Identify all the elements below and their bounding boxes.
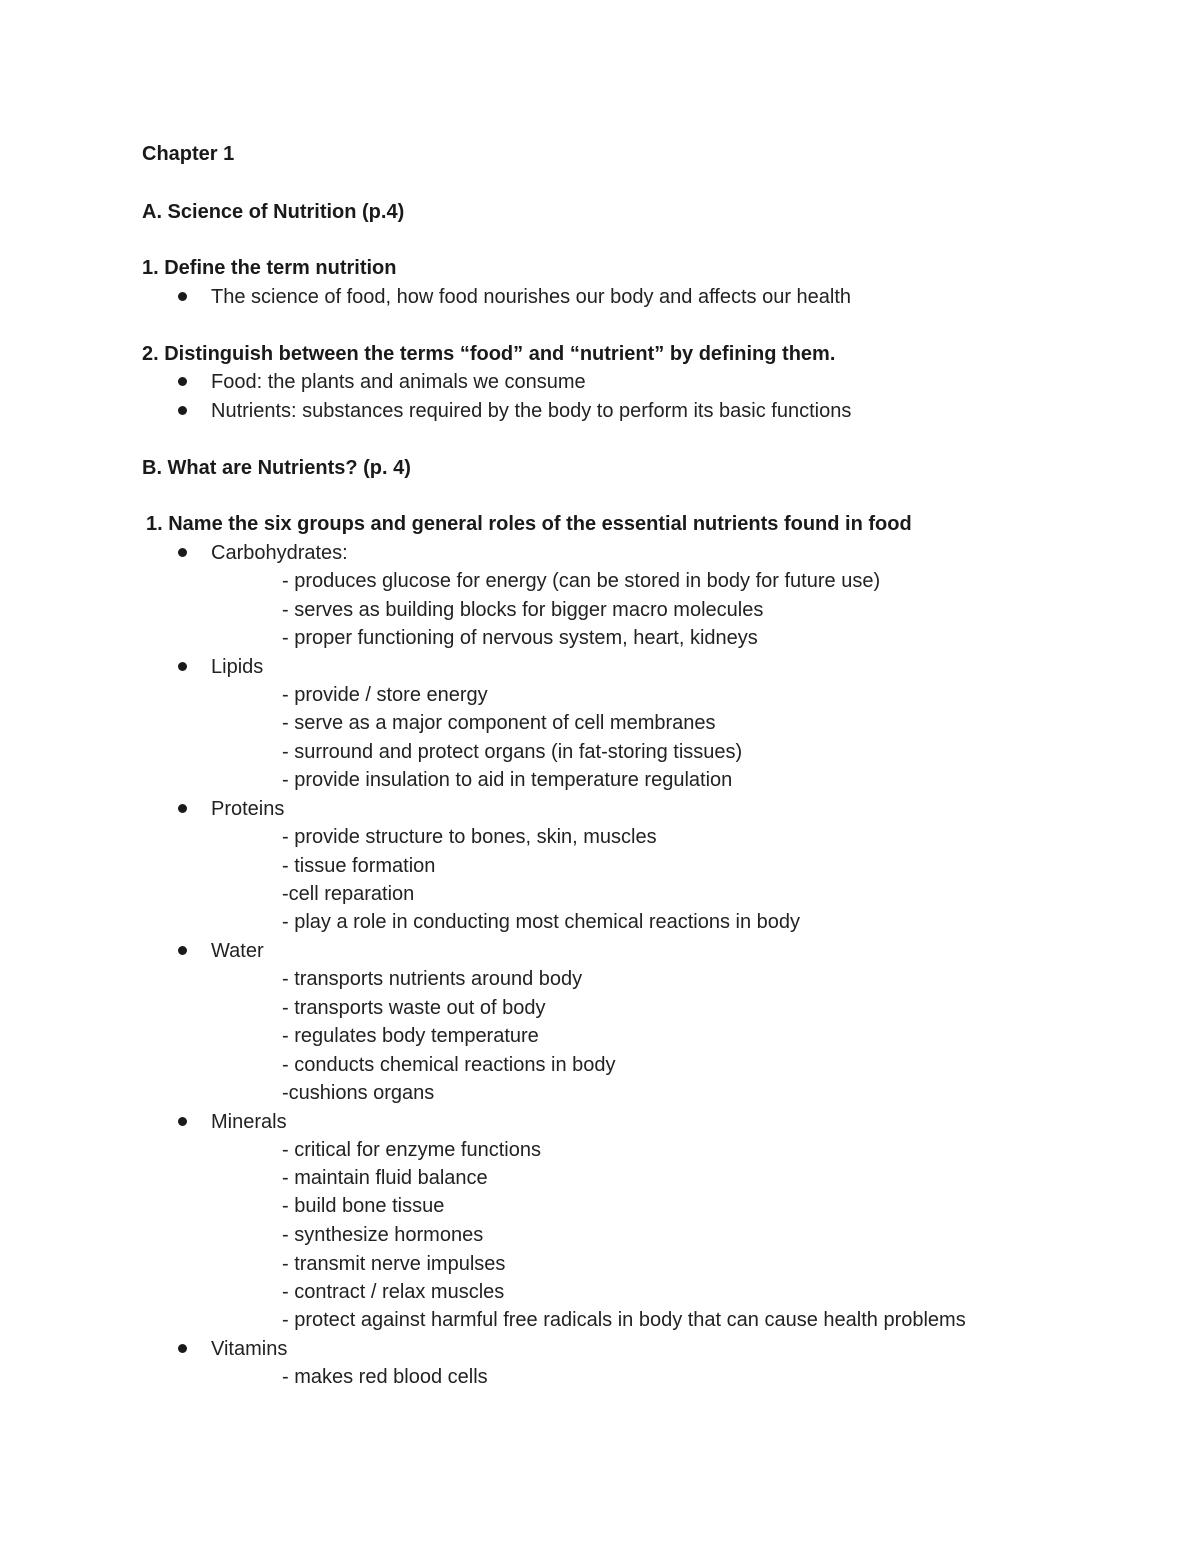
- nutrient-role: - regulates body temperature: [282, 1025, 539, 1047]
- bullet-icon: [178, 377, 187, 386]
- nutrient-role: -cell reparation: [282, 883, 415, 905]
- nutrient-role: - surround and protect organs (in fat-storing tissues): [282, 741, 743, 763]
- section-a-question-2: 2. Distinguish between the terms “food” and “nutrient” by defining them.: [142, 343, 836, 365]
- nutrient-role: - proper functioning of nervous system, heart, kidneys: [282, 627, 758, 649]
- nutrient-role: - produces glucose for energy (can be stored in body for future use): [282, 570, 881, 592]
- nutrient-role: - provide insulation to aid in temperature regulation: [282, 769, 733, 791]
- nutrient-role: - transports nutrients around body: [282, 968, 583, 990]
- bullet-icon: [178, 406, 187, 415]
- section-a-answer-2-food: Food: the plants and animals we consume: [211, 371, 586, 393]
- bullet-icon: [178, 1344, 187, 1353]
- bullet-icon: [178, 662, 187, 671]
- section-b-question-1: 1. Name the six groups and general roles of the essential nutrients found in food: [146, 513, 912, 535]
- nutrient-role: - protect against harmful free radicals in body that can cause health problems: [282, 1309, 966, 1331]
- nutrient-group-lipids: Lipids: [211, 656, 264, 678]
- nutrient-role: - maintain fluid balance: [282, 1167, 488, 1189]
- nutrient-role: - critical for enzyme functions: [282, 1139, 541, 1161]
- bullet-icon: [178, 1117, 187, 1126]
- nutrient-group-vitamins: Vitamins: [211, 1338, 288, 1360]
- nutrient-role: - build bone tissue: [282, 1195, 445, 1217]
- section-b-heading: B. What are Nutrients? (p. 4): [142, 457, 411, 479]
- nutrient-group-proteins: Proteins: [211, 798, 285, 820]
- nutrient-role: - conducts chemical reactions in body: [282, 1054, 616, 1076]
- bullet-icon: [178, 804, 187, 813]
- nutrient-role: - play a role in conducting most chemical reactions in body: [282, 911, 801, 933]
- nutrient-role: - provide / store energy: [282, 684, 488, 706]
- nutrient-role: - makes red blood cells: [282, 1366, 488, 1388]
- section-a-answer-1: The science of food, how food nourishes our body and affects our health: [211, 286, 852, 308]
- nutrient-role: -cushions organs: [282, 1082, 435, 1104]
- nutrient-role: - transports waste out of body: [282, 997, 546, 1019]
- nutrient-role: - provide structure to bones, skin, muscles: [282, 826, 657, 848]
- nutrient-group-water: Water: [211, 940, 264, 962]
- nutrient-role: - contract / relax muscles: [282, 1281, 505, 1303]
- section-a-heading: A. Science of Nutrition (p.4): [142, 201, 405, 223]
- nutrient-role: - transmit nerve impulses: [282, 1253, 506, 1275]
- bullet-icon: [178, 946, 187, 955]
- nutrient-group-minerals: Minerals: [211, 1111, 287, 1133]
- nutrient-group-carbohydrates: Carbohydrates:: [211, 542, 348, 564]
- nutrient-role: - tissue formation: [282, 855, 436, 877]
- section-a-question-1: 1. Define the term nutrition: [142, 257, 397, 279]
- bullet-icon: [178, 548, 187, 557]
- bullet-icon: [178, 292, 187, 301]
- section-a-answer-2-nutrients: Nutrients: substances required by the body to perform its basic functions: [211, 400, 852, 422]
- chapter-title: Chapter 1: [142, 143, 235, 165]
- nutrient-role: - synthesize hormones: [282, 1224, 484, 1246]
- nutrient-role: - serves as building blocks for bigger macro molecules: [282, 599, 764, 621]
- nutrient-role: - serve as a major component of cell membranes: [282, 712, 716, 734]
